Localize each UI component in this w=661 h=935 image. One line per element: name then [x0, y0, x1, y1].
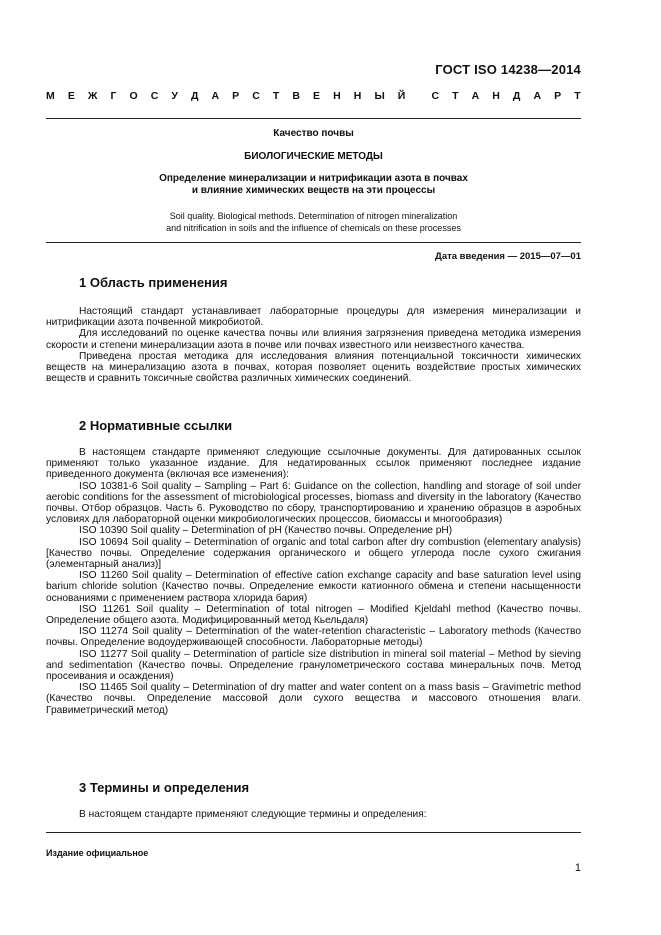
- title-line-3b: и влияние химических веществ на эти процессы: [191, 185, 436, 196]
- kind-letter: Р: [232, 90, 240, 102]
- title-line-3: [46, 173, 581, 197]
- reference-item: ISO 11261 Soil quality – Determination of total nitrogen – Modified Kjeldahl method (Качество почвы. Определение общего азота. Модифицированный метод Кьельдаля): [46, 603, 581, 627]
- kind-letter: Ы: [374, 90, 385, 102]
- page-number: 1: [574, 862, 581, 874]
- kind-letter: Г: [110, 90, 117, 102]
- kind-letter: С: [150, 90, 159, 102]
- title-english-a: Soil quality. Biological methods. Determination of nitrogen mineralization: [169, 211, 458, 221]
- paragraph: Приведена простая методика для исследования влияния потенциальной токсичности химических веществ на минерализацию азота в почвах, которая позволяет оценить воздействие простых химических веществ и сравнить токсичные свойства различных химических соединений.: [46, 350, 581, 385]
- paragraph: Для исследований по оценке качества почвы или влияния загрязнения приведена методика измерения скорости и степени минерализации азота в почве или почвах известного или неизвестного качества.: [46, 328, 581, 351]
- section-1-heading: 1 Область применения: [79, 275, 228, 290]
- header-divider: [46, 118, 581, 119]
- section-2-body: [46, 447, 581, 716]
- kind-letter: Н: [492, 90, 500, 102]
- kind-letter: Е: [67, 90, 75, 102]
- kind-letter: С: [252, 90, 260, 102]
- reference-item: ISO 11465 Soil quality – Determination of dry matter and water content on a mass basis – Gravimetric method (Качество почвы. Определение массовой доли сухого вещества и массового отношения влаги. Гравиметрический метод): [46, 682, 581, 716]
- kind-letter: Ж: [87, 90, 98, 102]
- kind-letter: Е: [313, 90, 321, 102]
- kind-letter: Д: [190, 90, 199, 102]
- kind-letter: Р: [554, 90, 562, 102]
- kind-letter: В: [292, 90, 300, 102]
- reference-item: ISO 11274 Soil quality – Determination of the water-retention characteristic – Laboratory methods (Качество почвы. Определение водоудерживающей способности. Лабораторные методы): [46, 626, 581, 649]
- paragraph: В настоящем стандарте применяют следующие ссылочные документы. Для датированных ссылок применяют только указанное издание. Для недатированных ссылок применяют последнее издание приведенного документа (включая все изменения):: [46, 447, 581, 481]
- section-2-heading: 2 Нормативные ссылки: [79, 418, 233, 433]
- kind-letter: Н: [333, 90, 341, 102]
- title-english: [46, 210, 581, 234]
- section-3-heading: 3 Термины и определения: [79, 780, 250, 795]
- kind-letter: А: [471, 90, 480, 102]
- kind-letter: М: [46, 90, 55, 102]
- kind-letter: Т: [272, 90, 280, 102]
- standard-kind: [46, 90, 581, 102]
- title-english-b: and nitrification in soils and the influence of chemicals on these processes: [166, 223, 461, 233]
- kind-letter: Н: [353, 90, 362, 102]
- kind-letter: Т: [452, 90, 459, 102]
- kind-letter: Й: [397, 90, 406, 102]
- reference-item: ISO 11260 Soil quality – Determination of effective cation exchange capacity and base saturation level using barium chloride solution (Качество почвы. Определение емкости катионного обмена и степени насыщенности основаниями с применением раствора хлорида бария): [46, 570, 581, 604]
- paragraph: В настоящем стандарте применяют следующие термины и определения:: [79, 809, 427, 820]
- kind-letter: А: [211, 90, 220, 102]
- section-1-body: [46, 306, 581, 384]
- standard-code: ГОСТ ISO 14238—2014: [435, 62, 581, 77]
- title-line-3a: Определение минерализации и нитрификации азота в почвах: [159, 173, 468, 184]
- kind-letter: С: [431, 90, 440, 102]
- kind-letter: А: [533, 90, 542, 102]
- reference-item: ISO 11277 Soil quality – Determination of particle size distribution in mineral soil material – Method by sieving and sedimentation (Качество почвы. Определение гранулометрического состава минеральных почв. Метод просеивания и осаждения): [46, 648, 581, 683]
- title-line-2: БИОЛОГИЧЕСКИЕ МЕТОДЫ: [244, 151, 383, 162]
- section-3-body: [46, 809, 581, 820]
- reference-item: ISO 10381-6 Soil quality – Sampling – Part 6: Guidance on the collection, handling and storage of soil under aerobic conditions for the assessment of microbiological processes, biomass and diversity in the laboratory (Качество почвы. Отбор образцов. Часть 6. Руководство по сбору, транспортированию и хранению образцов в аэробных условиях для лабораторной оценки микробиологических процессов, биомассы и многообразия): [46, 480, 581, 526]
- kind-letter: Т: [574, 90, 581, 102]
- footer-divider: [46, 832, 581, 833]
- title-divider: [46, 242, 581, 243]
- reference-item: ISO 10390 Soil quality – Determination of pH (Качество почвы. Определение pH): [79, 525, 453, 537]
- kind-letter: У: [171, 90, 178, 102]
- paragraph: Настоящий стандарт устанавливает лабораторные процедуры для измерения минерализации и нитрификации азота почвенной микробиотой.: [46, 306, 581, 329]
- edition-label: Издание официальное: [46, 848, 149, 858]
- kind-letter: Д: [512, 90, 521, 102]
- title-line-1: Качество почвы: [273, 128, 354, 139]
- reference-item: ISO 10694 Soil quality – Determination of organic and total carbon after dry combustion (elementary analysis) [Качество почвы. Определение содержания органического и общего углерода после сухого сжигания (элементарный анализ)]: [46, 536, 581, 571]
- introduction-date: Дата введения — 2015—07—01: [435, 251, 581, 262]
- kind-letter: О: [129, 90, 138, 102]
